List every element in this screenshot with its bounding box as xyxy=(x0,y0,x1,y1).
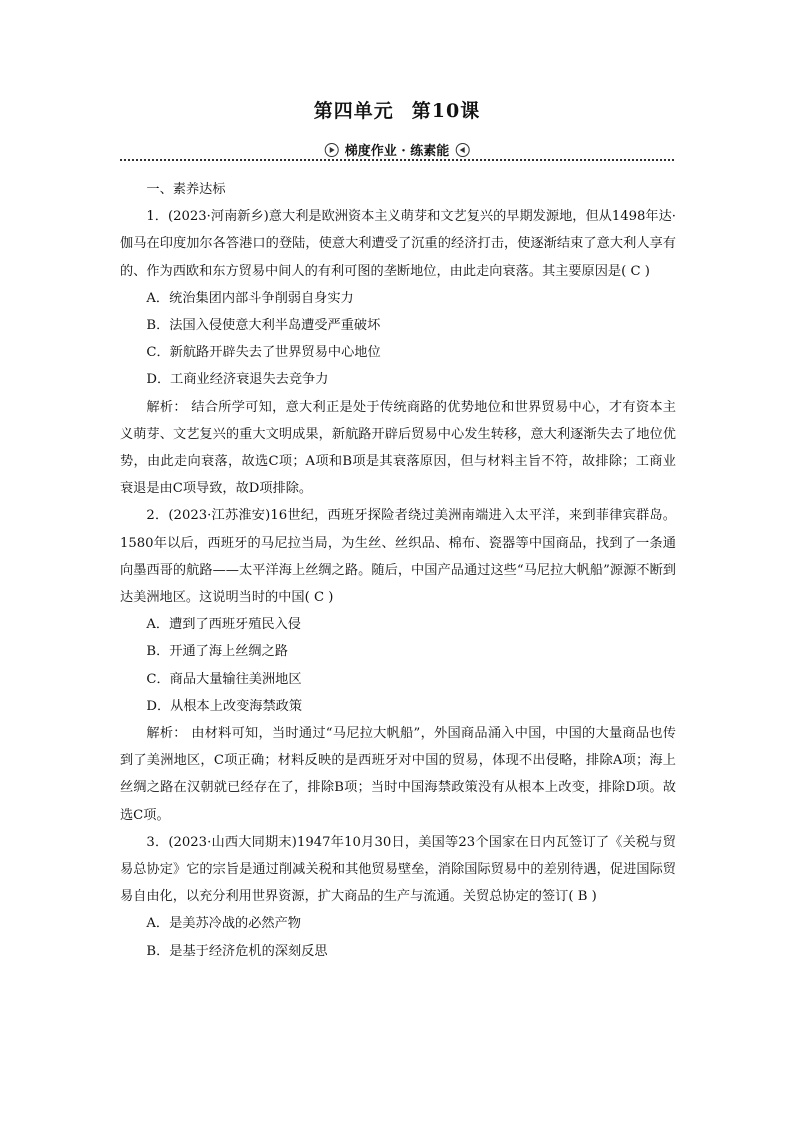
banner-label-wrap xyxy=(319,140,476,159)
banner-label: 梯度作业 · 练素能 xyxy=(344,144,450,159)
play-left-icon xyxy=(455,143,469,157)
question-stem: 2．(2023·江苏淮安)16世纪，西班牙探险者绕过美洲南端进入太平洋，来到菲律宾群岛。1580年以后，西班牙的马尼拉当局，为生丝、丝织品、棉布、瓷器等中国商品，找到了一条通向墨西哥的航路——太平洋海上丝绸之路。随后，中国产品通过这些“马尼拉大帆船”源源不断到达美洲地区。这说明当时的中国( C ) xyxy=(120,508,676,606)
question-stem: 1．(2023·河南新乡)意大利是欧洲资本主义萌芽和文艺复兴的早期发源地，但从1498年达·伽马在印度加尔各答港口的登陆，使意大利遭受了沉重的经济打击，使逐渐结束了意大利人享有的、作为西欧和东方贸易中间人的有利可图的垄断地位，由此走向衰落。其主要原因是( C ) xyxy=(120,209,676,279)
option: C．商品大量输往美洲地区 xyxy=(146,671,302,687)
page-title xyxy=(0,96,794,123)
lesson-label: 第10课 xyxy=(411,100,481,122)
option: B．法国入侵使意大利半岛遭受严重破坏 xyxy=(146,318,381,334)
analysis: 解析： 由材料可知，当时通过“马尼拉大帆船”，外国商品涌入中国，中国的大量商品也传到了美洲地区，C项正确；材料反映的是西班牙对中国的贸易，体现不出侵略，排除A项；海上丝绸之路在汉朝就已经存在了，排除B项；当时中国海禁政策没有从根本上改变，排除D项。故选C项。 xyxy=(120,726,676,823)
option: D．从根本上改变海禁政策 xyxy=(146,698,303,714)
dotted-divider xyxy=(120,159,674,161)
unit-label: 第四单元 xyxy=(313,100,394,122)
option: A．遭到了西班牙殖民入侵 xyxy=(146,617,301,633)
option: B．开通了海上丝绸之路 xyxy=(146,644,288,660)
content-body xyxy=(120,176,676,965)
question-stem: 3．(2023·山西大同期末)1947年10月30日，美国等23个国家在日内瓦签订了《关税与贸易总协定》它的宗旨是通过削减关税和其他贸易壁垒，消除国际贸易中的差别待遇，促进国际贸易自由化，以充分利用世界资源，扩大商品的生产与流通。关贸总协定的签订( B ) xyxy=(120,834,676,905)
option: B．是基于经济危机的深刻反思 xyxy=(146,943,328,959)
section-heading: 一、素养达标 xyxy=(146,182,226,197)
option: C．新航路开辟失去了世界贸易中心地位 xyxy=(146,345,381,361)
analysis: 解析： 结合所学可知，意大利正是处于传统商路的优势地位和世界贸易中心，才有资本主义萌芽、文艺复兴的重大文明成果，新航路开辟后贸易中心发生转移，意大利逐渐失去了地位优势，由此走向衰落，故选C项；A项和B项是其衰落原因，但与材料主旨不符，故排除；工商业衰退是由C项导致，故D项排除。 xyxy=(120,399,676,497)
option: A．是美苏冷战的必然产物 xyxy=(146,916,301,932)
option: D．工商业经济衰退失去竞争力 xyxy=(146,372,329,388)
play-right-icon xyxy=(325,143,339,157)
option: A．统治集团内部斗争削弱自身实力 xyxy=(146,290,354,306)
section-banner xyxy=(120,140,674,160)
